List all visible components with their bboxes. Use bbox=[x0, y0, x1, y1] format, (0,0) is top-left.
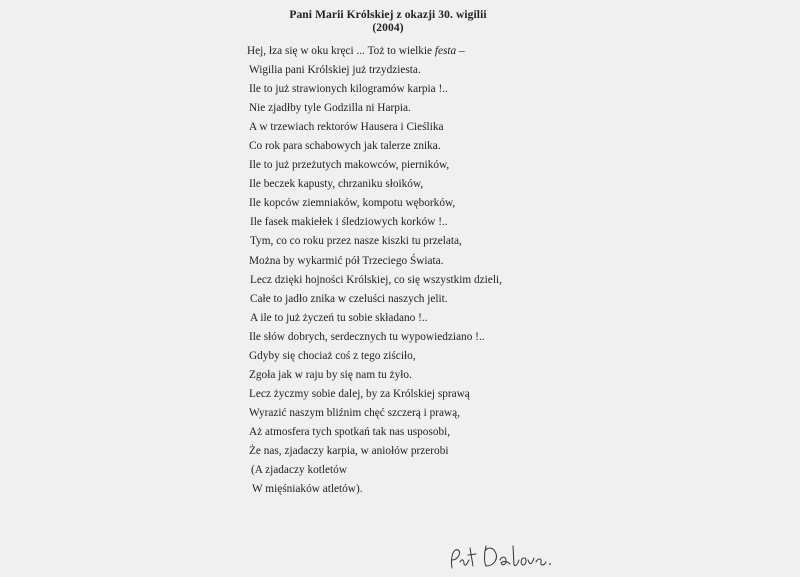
poem-year: (2004) bbox=[372, 22, 404, 34]
poem-line: Lecz życzmy sobie dalej, by za Królskiej sprawą bbox=[249, 387, 470, 400]
poem-emphasis: festa bbox=[434, 45, 457, 57]
poem-line: Wigilia pani Królskiej już trzydziesta. bbox=[249, 64, 421, 77]
poem-line: Ile kopców ziemniaków, kompotu węborków, bbox=[249, 197, 456, 210]
poem-line: Ile beczek kapusty, chrzaniku słoików, bbox=[249, 178, 424, 191]
poem-line: Hej, łza się w oku kręci ... Toż to wielkie festa – bbox=[247, 45, 465, 57]
poem-line: (A zjadaczy kotletów bbox=[251, 464, 347, 477]
poem-line: Ile słów dobrych, serdecznych tu wypowiedziano !.. bbox=[249, 330, 485, 343]
poem-line: Można by wykarmić pół Trzeciego Świata. bbox=[249, 254, 444, 267]
poem-line: Lecz dzięki hojności Królskiej, co się wszystkim dzieli, bbox=[250, 273, 502, 286]
poem-title: Pani Marii Królskiej z okazji 30. wigilii bbox=[289, 9, 487, 21]
poem-line: A w trzewiach rektorów Hausera i Cieślika bbox=[249, 121, 444, 134]
handwritten-signature bbox=[442, 536, 562, 576]
poem-body bbox=[249, 42, 502, 499]
poem-line: Ile to już strawionych kilogramów karpia !.. bbox=[249, 83, 448, 96]
poem-line: Ile fasek makiełek i śledziowych korków !.. bbox=[250, 216, 448, 229]
poem-line: Gdyby się chociaż coś z tego ziściło, bbox=[249, 349, 416, 362]
poem-line: Nie zjadłby tyle Godzilla ni Harpia. bbox=[249, 102, 411, 115]
poem-line: Wyrazić naszym bliźnim chęć szczerą i prawą, bbox=[249, 406, 461, 419]
poem-line: Tym, co co roku przez nasze kiszki tu przelata, bbox=[250, 235, 462, 248]
poem-line: Że nas, zjadaczy karpia, w aniołów przerobi bbox=[249, 444, 449, 457]
poem-line: W mięśniaków atletów). bbox=[252, 483, 363, 496]
poem-line: Co rok para schabowych jak talerze znika. bbox=[249, 140, 441, 153]
poem-line: Ile to już przeżutych makowców, pierników, bbox=[249, 159, 450, 172]
poem-line: Zgoła jak w raju by się nam tu żyło. bbox=[249, 368, 412, 381]
poem-line: Całe to jadło znika w czeluści naszych jelit. bbox=[250, 292, 448, 305]
poem-line: A ile to już życzeń tu sobie składano !.. bbox=[250, 311, 428, 324]
poem-line: Aż atmosfera tych spotkań tak nas usposobi, bbox=[249, 425, 451, 438]
